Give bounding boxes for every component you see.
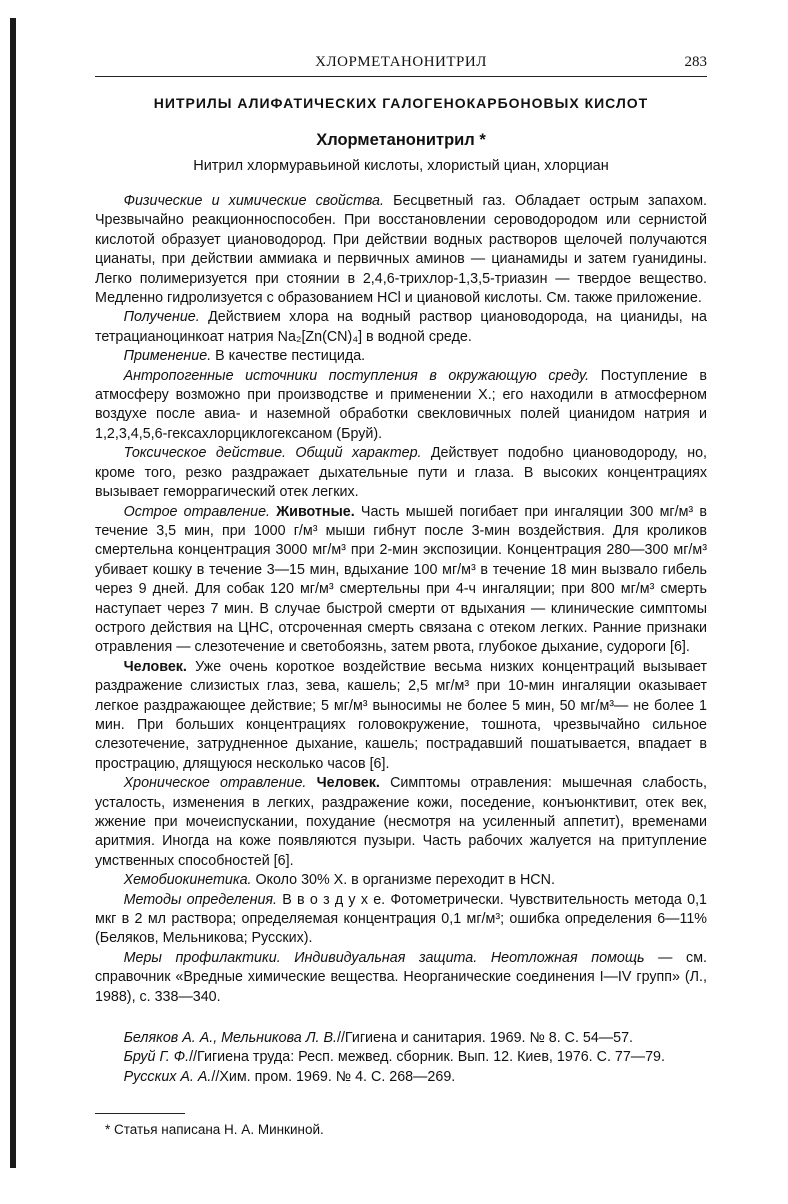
paragraph-label: Меры профилактики. Индивидуальная защита. Неотложная помощь — [123, 949, 645, 966]
reference-source: //Гигиена труда: Респ. межвед. сборник. Вып. 12. Киев, 1976. С. 77—79. — [189, 1049, 665, 1066]
paragraph-text: Уже очень короткое воздействие весьма низких концентраций вызывает раздражение слизистых глаз, зева, кашель; 2,5 мг/м³ при 10-мин ингаляции оказывает легкое раздражающее действие; 5 мг/м³ выносимы не более 5 мин, 50 мг/м³— не более 1 мин. При больших концентрациях головокружение, тошнота, чрезвычайно сильное слезотечение, затрудненное дыхание, кашель; пострадавший пошатывается, впадает в прострацию, длящуюся несколько часов [6]. — [95, 658, 707, 772]
paragraph-production — [95, 308, 707, 347]
paragraph-acute-human — [95, 658, 707, 774]
paragraph-sources — [95, 367, 707, 445]
paragraph-text: Часть мышей погибает при ингаляции 300 мг/м³ в течение 3,5 мин, при 1000 г/м³ мыши гибнут после 3-мин воздействия. Для кроликов смертельна концентрация 3000 мг/м³ при 2-мин экспозиции. Концентрация 280—300 мг/м³ убивает кошку в течение 3—15 мин, вдыхание 100 мг/м³ в течение 18 мин вызвало гибель через 9 дней. Для собак 120 мг/м³ смертельны при 4-ч ингаляции; при 800 мг/м³ смерть наступает через 7 мин. В случае быстрой смерти от вдыхания — клинические симптомы острого действия на ЦНС, отсроченная смерть связана с отеком легких. Ранние признаки отравления — слезотечение и светобоязнь, затем рвота, глубокое дыхание, судороги [6]. — [95, 503, 707, 656]
paragraph-prevention — [95, 949, 707, 1007]
paragraph-text: Поступление в атмосферу возможно при производстве и применении Х.; его находили в атмосферном воздухе после авиа- и наземной обработки свекловичных полей цианидом натрия и 1,2,3,4,5,6-гексахлорциклогексаном (Бруй). — [95, 367, 708, 442]
paragraph-subject: Человек. — [306, 775, 380, 792]
paragraph-text: Бесцветный газ. Обладает острым запахом. Чрезвычайно реакционноспособен. При восстановлении сероводородом или сернистой кислотой образует циановодород. При действии водных растворов щелочей получаются цианаты, при действии аммиака и первичных аминов — цианамиды и затем гуанидины. Легко полимеризуется при стоянии в 2,4,6-трихлор-1,3,5-триазин — твердое вещество. Медленно гидролизуется с образованием HCl и циановой кислоты. См. также приложение. — [95, 193, 707, 307]
reference-item — [95, 1048, 707, 1067]
footnote-divider — [95, 1113, 185, 1114]
paragraph-methods — [95, 891, 707, 949]
book-spine-edge — [10, 18, 16, 1168]
reference-author: Беляков А. А., Мельникова Л. В. — [123, 1030, 337, 1047]
paragraph-subject: Животные. — [270, 503, 355, 520]
paragraph-acute-animals — [95, 503, 707, 658]
reference-item — [95, 1029, 707, 1048]
paragraph-text: Действием хлора на водный раствор циановодорода, на цианиды, на тетрацианоцинкоат натрия Na₂[Zn(CN)₄] в водной среде. — [95, 309, 707, 345]
paragraph-kinetics — [95, 871, 707, 890]
paragraph-toxic-general — [95, 444, 707, 502]
synonyms-line: Нитрил хлормуравьиной кислоты, хлористый циан, хлорциан — [193, 158, 609, 174]
paragraph-application — [95, 347, 707, 366]
paragraph-label: Применение. — [123, 348, 212, 365]
paragraph-label: Хроническое отравление. — [123, 775, 307, 792]
paragraph-text: В в о з д у х е. Фотометрически. Чувствительность метода 0,1 мкг в 2 мл раствора; определяемая концентрация 0,1 мг/м³; ошибка определения 6—11% (Беляков, Мельникова; Русских). — [95, 891, 707, 947]
paragraph-text: — см. справочник «Вредные химические вещества. Неорганические соединения I—IV групп» (Л., 1988), с. 338—340. — [95, 949, 707, 1005]
page-number: 283 — [684, 54, 707, 70]
paragraph-text: Симптомы отравления: мышечная слабость, усталость, изменения в легких, раздражение кожи, поседение, конъюнктивит, отек век, жжение при мочеиспускании, похудание (несмотря на усиленный аппетит), временами аритмия. Иногда на коже появляются пузыри. Часть рабочих жалуется на притупление умственных способностей [6]. — [95, 775, 707, 869]
article-body — [95, 192, 707, 1007]
section-heading: НИТРИЛЫ АЛИФАТИЧЕСКИХ ГАЛОГЕНОКАРБОНОВЫХ КИСЛОТ — [153, 95, 649, 111]
page — [95, 50, 707, 1137]
paragraph-label: Физические и химические свойства. — [123, 193, 384, 209]
reference-author: Русских А. А. — [123, 1068, 212, 1085]
paragraph-label: Антропогенные источники поступления в окружающую среду. — [123, 367, 590, 384]
paragraph-label: Получение. — [123, 309, 200, 326]
reference-source: //Гигиена и санитария. 1969. № 8. С. 54—57. — [336, 1030, 634, 1047]
running-head — [95, 50, 707, 77]
reference-source: //Хим. пром. 1969. № 4. С. 268—269. — [211, 1068, 456, 1085]
footnote: * Статья написана Н. А. Минкиной. — [105, 1122, 324, 1138]
paragraph-text: В качестве пестицида. — [211, 348, 366, 365]
paragraph-label: Хемобиокинетика. — [123, 872, 252, 889]
paragraph-chronic — [95, 774, 707, 871]
paragraph-label: Токсическое действие. Общий характер. — [123, 445, 422, 462]
reference-item — [95, 1068, 707, 1087]
paragraph-subject: Человек. — [123, 658, 187, 675]
references — [95, 1029, 707, 1087]
paragraph-label: Методы определения. — [123, 891, 278, 908]
paragraph-text: Около 30% Х. в организме переходит в HCN. — [251, 872, 555, 889]
article-title: Хлорметанонитрил * — [316, 131, 486, 149]
reference-author: Бруй Г. Ф. — [123, 1049, 190, 1066]
paragraph-text: Действует подобно циановодороду, но, кроме того, резко раздражает дыхательные пути и глаза. В высоких концентрациях вызывает геморрагический отек легких. — [95, 445, 708, 501]
paragraph-label: Острое отравление. — [123, 503, 271, 520]
running-title: ХЛОРМЕТАНОНИТРИЛ — [315, 54, 487, 70]
paragraph-properties — [95, 192, 707, 308]
